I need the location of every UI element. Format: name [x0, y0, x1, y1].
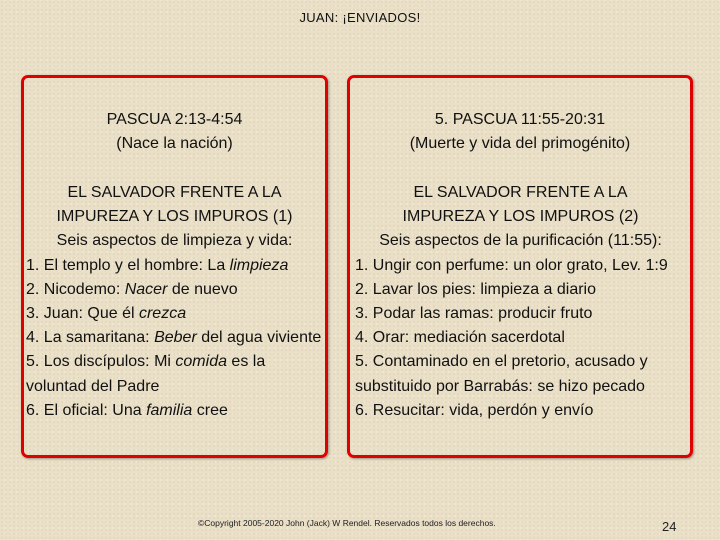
- left-section: [24, 181, 325, 423]
- list-item: 2. Nicodemo: Nacer de nuevo: [26, 280, 238, 298]
- left-section-title2: IMPUREZA Y LOS IMPUROS (1): [56, 208, 293, 226]
- list-item: 4. Orar: mediación sacerdotal: [355, 329, 565, 347]
- list-item: 5. Contaminado en el pretorio, acusado y substituido por Barrabás: se hizo pecado: [355, 353, 648, 395]
- right-section: [350, 181, 690, 423]
- list-item: 2. Lavar los pies: limpieza a diario: [355, 280, 597, 298]
- list-item: 5. Los discípulos: Mi comida es la voluntad del Padre: [26, 353, 266, 395]
- list-item: 1. El templo y el hombre: La limpieza: [26, 256, 289, 274]
- copyright-footer: ©Copyright 2005-2020 John (Jack) W Rendel. Reservados todos los derechos.: [198, 518, 496, 528]
- right-heading-line2: (Muerte y vida del primogénito): [409, 135, 631, 152]
- list-item: 6. El oficial: Una familia cree: [26, 401, 228, 419]
- page-number: 24: [662, 519, 677, 534]
- left-heading-line1: PASCUA 2:13-4:54: [106, 111, 243, 128]
- left-section-title1: EL SALVADOR FRENTE A LA: [67, 184, 282, 201]
- right-heading: [350, 108, 690, 156]
- list-item: 6. Resucitar: vida, perdón y envío: [355, 401, 594, 419]
- list-item: 3. Juan: Que él crezca: [26, 305, 187, 323]
- left-panel: [21, 75, 328, 458]
- list-item: 3. Podar las ramas: producir fruto: [355, 305, 593, 323]
- right-section-title2: IMPUREZA Y LOS IMPUROS (2): [402, 208, 639, 226]
- right-intro: Seis aspectos de la purificación (11:55):: [379, 232, 662, 250]
- left-intro: Seis aspectos de limpieza y vida:: [56, 232, 293, 250]
- left-heading: [24, 108, 325, 156]
- list-item: 1. Ungir con perfume: un olor grato, Lev. 1:9: [355, 256, 668, 274]
- right-section-title1: EL SALVADOR FRENTE A LA: [413, 184, 628, 201]
- right-panel: [347, 75, 693, 458]
- list-item: 4. La samaritana: Beber del agua viviente: [26, 329, 322, 347]
- left-heading-line2: (Nace la nación): [116, 135, 233, 152]
- right-heading-line1: 5. PASCUA 11:55-20:31: [434, 111, 606, 128]
- slide-title: JUAN: ¡ENVIADOS!: [299, 10, 421, 25]
